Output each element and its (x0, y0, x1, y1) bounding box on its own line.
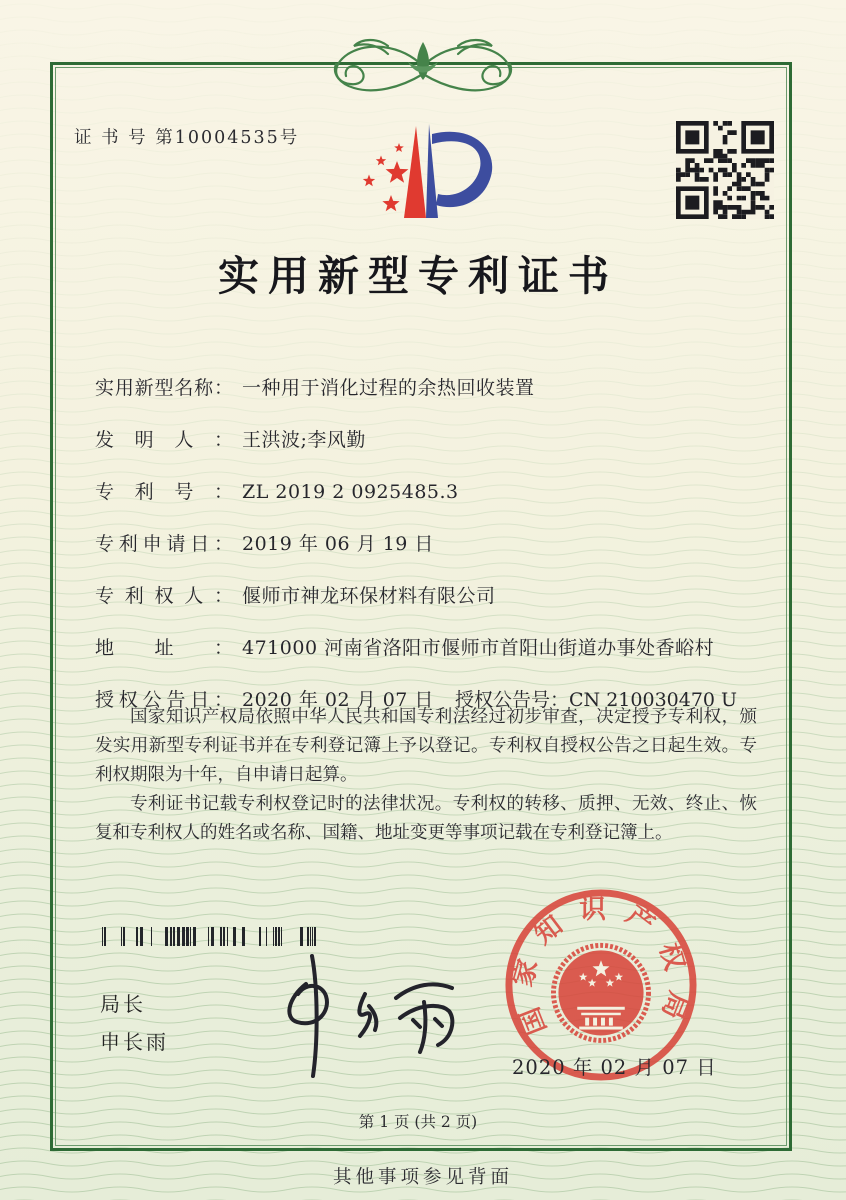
certificate-number: 证 书 号 第10004535号 (74, 128, 300, 148)
legal-paragraph: 专利证书记载专利权登记时的法律状况。专利权的转移、质押、无效、终止、恢复和专利权人的姓名或名称、国籍、地址变更等事项记载在专利登记簿上。 (95, 794, 757, 843)
field-label: 授权公告号： (455, 689, 570, 711)
commissioner-name: 申长雨 (100, 1030, 169, 1054)
qr-code (676, 121, 774, 219)
field-row-inventor (95, 425, 366, 452)
field-value: ZL 2019 2 0925485.3 (242, 481, 459, 503)
field-row-patentee (95, 581, 496, 608)
legal-paragraph: 国家知识产权局依照中华人民共和国专利法经过初步审查，决定授予专利权，颁发实用新型专利证书并在专利登记簿上予以登记。专利权自授权公告之日起生效。专利权期限为十年，自申请日起算。 (95, 707, 757, 785)
field-value: 偃师市神龙环保材料有限公司 (242, 585, 496, 607)
commissioner-title: 局长 (100, 992, 146, 1016)
handwritten-signature-icon (268, 944, 483, 1089)
field-label: 实用新型名称： (95, 377, 233, 399)
field-row-filing-date (95, 529, 434, 556)
field-label: 发明人： (95, 429, 233, 451)
field-label: 地址： (95, 637, 233, 659)
certificate-title: 实用新型专利证书 (218, 252, 618, 300)
field-label: 专利申请日： (95, 533, 233, 555)
cnipa-logo-icon (342, 104, 537, 238)
seal-text: 国家知识产权局 (507, 894, 695, 1040)
page-indicator: 第 1 页 (共 2 页) (358, 1113, 478, 1131)
field-label: 专利号： (95, 481, 233, 503)
back-note: 其他事项参见背面 (332, 1167, 513, 1188)
field-value: 2019 年 06 月 19 日 (242, 533, 434, 555)
field-row-name (95, 373, 535, 400)
grant-date: 2020 年 02 月 07 日 (242, 689, 434, 711)
field-label: 授权公告日： (95, 689, 233, 711)
seal-date: 2020 年 02 月 07 日 (512, 1056, 717, 1079)
field-value: 471000 河南省洛阳市偃师市首阳山街道办事处香峪村 (242, 637, 715, 659)
field-label: 专利权人： (95, 585, 233, 607)
field-value: 王洪波;李风勤 (242, 429, 366, 451)
legal-text (95, 703, 757, 848)
field-row-patent-no (95, 477, 459, 504)
green-flourish-ornament-icon (288, 18, 558, 106)
grant-number: CN 210030470 U (569, 689, 738, 711)
field-row-address (95, 633, 714, 660)
field-value: 一种用于消化过程的余热回收装置 (242, 377, 535, 399)
